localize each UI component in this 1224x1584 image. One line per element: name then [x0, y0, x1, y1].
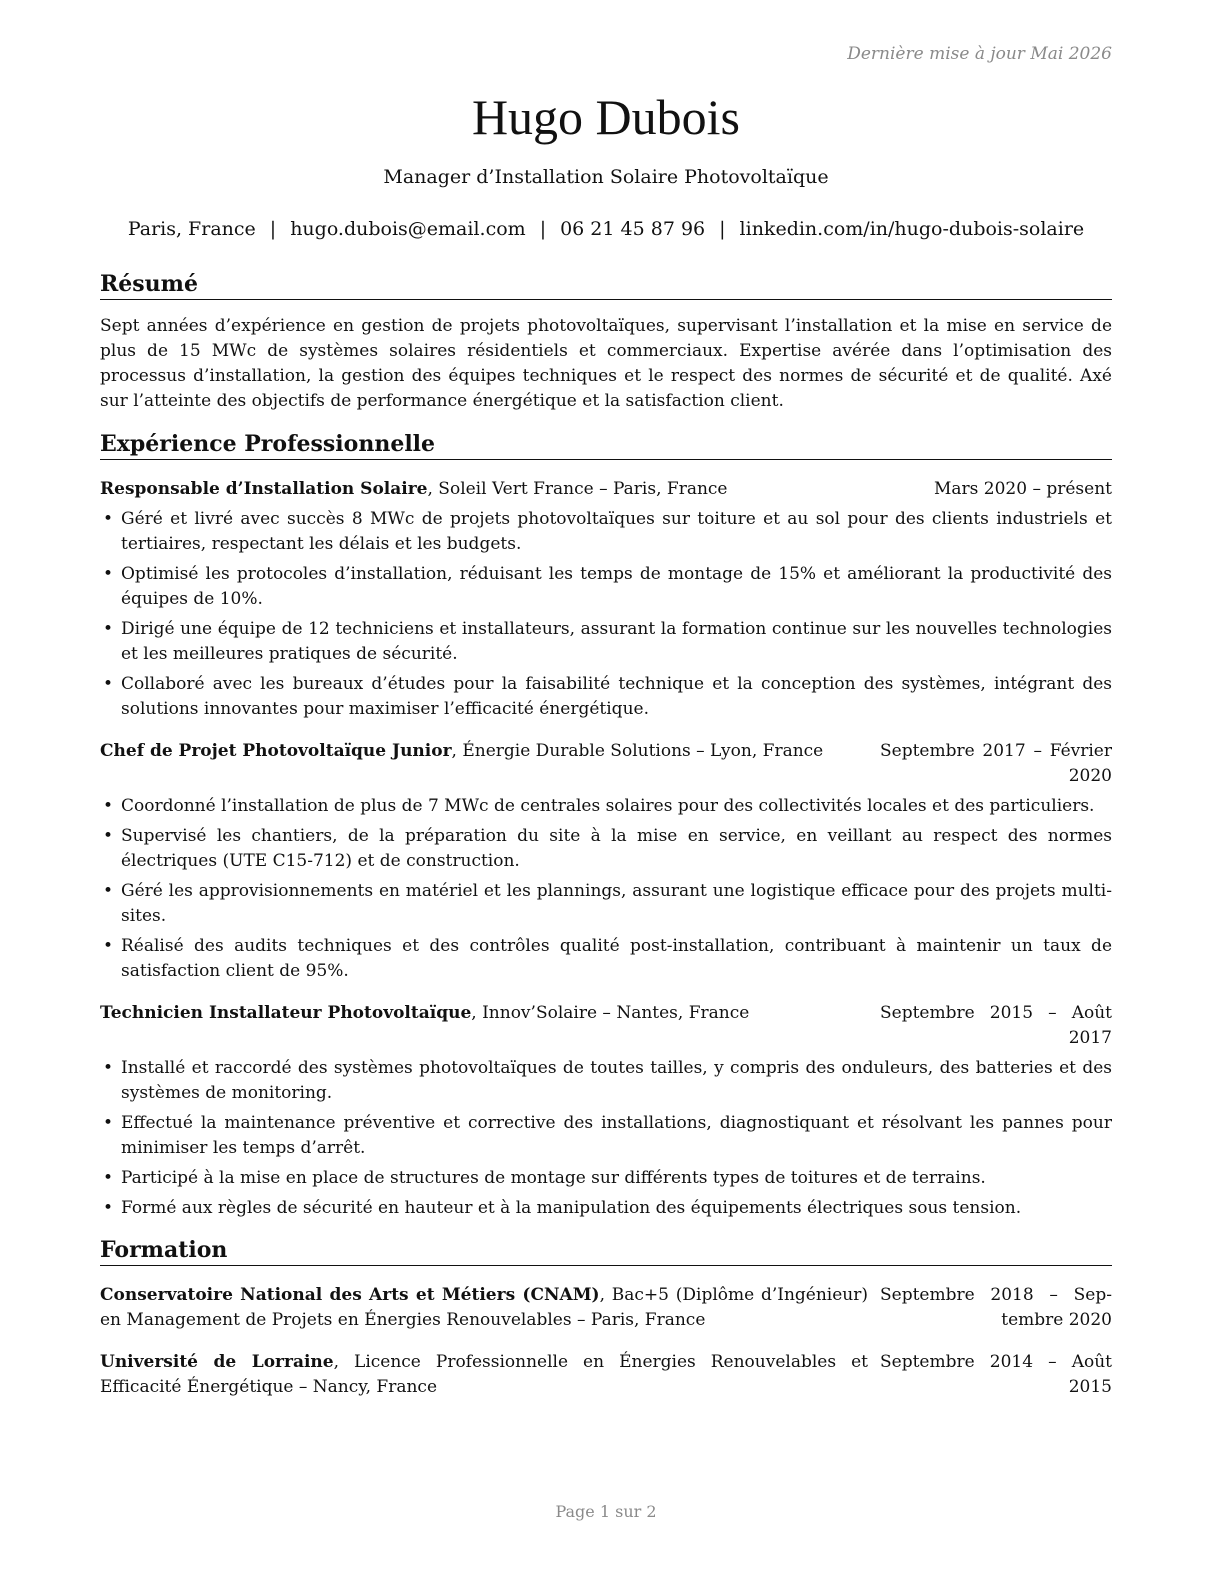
job-role: Responsable d’Installation Solaire	[100, 479, 428, 499]
job-header	[100, 739, 1112, 789]
job-title-line	[100, 477, 922, 502]
education-dates: Septembre 2018 – Septembre 2020	[880, 1285, 1112, 1330]
bullet-item: • Géré et livré avec succès 8 MWc de projets photovoltaïques sur toiture et au sol pour des clients industriels et tertiaires, respectant les délais et les budgets.	[100, 507, 1112, 557]
job-entry	[100, 477, 1112, 722]
contact-phone: 06 21 45 87 96	[560, 218, 706, 240]
bullet-item: • Supervisé les chantiers, de la préparation du site à la mise en service, en veillant au respect des normes électriques (UTE C15-712) et de construction.	[100, 824, 1112, 874]
bullet-item: • Géré les approvisionnements en matériel et les plannings, assurant une logistique efficace pour des projets multi-sites.	[100, 879, 1112, 929]
section-heading: Formation	[100, 1236, 1112, 1266]
education-title-line	[100, 1283, 868, 1333]
contact-separator: |	[719, 218, 726, 240]
job-company: , Énergie Durable Solutions – Lyon, France	[451, 741, 824, 761]
job-entry	[100, 1001, 1112, 1221]
education-school: Conservatoire National des Arts et Métiers (CNAM)	[100, 1285, 600, 1305]
job-dates: Septembre 2017 – Février 2020	[880, 741, 1112, 786]
job-title-line	[100, 739, 868, 764]
section-heading: Résumé	[100, 270, 1112, 300]
job-bullets	[100, 507, 1112, 722]
job-bullets	[100, 794, 1112, 984]
job-header	[100, 1001, 1112, 1051]
contact-linkedin[interactable]: linkedin.com/in/hugo-dubois-solaire	[739, 218, 1085, 240]
summary-section	[100, 270, 1112, 414]
education-school: Université de Lorraine	[100, 1352, 334, 1372]
resume-page	[100, 0, 1112, 1584]
contact-separator: |	[539, 218, 547, 240]
bullet-item: • Formé aux règles de sécurité en hauteur et à la manipulation des équipements électriques sous tension.	[100, 1196, 1112, 1221]
bullet-item: • Dirigé une équipe de 12 techniciens et installateurs, assurant la formation continue sur les nouvelles technologies et les meilleures pratiques de sécurité.	[100, 617, 1112, 667]
bullet-item: • Réalisé des audits techniques et des contrôles qualité post-installation, contribuant à maintenir un taux de satisfaction client de 95%.	[100, 934, 1112, 984]
job-dates: Mars 2020 – présent	[933, 479, 1112, 499]
job-role: Chef de Projet Photovoltaïque Junior	[100, 741, 452, 761]
bullet-item: • Participé à la mise en place de structures de montage sur différents types de toitures et de terrains.	[100, 1166, 1112, 1191]
page-number: Page 1 sur 2	[555, 1502, 657, 1521]
education-entry	[100, 1283, 1112, 1333]
section-heading: Expérience Professionnelle	[100, 430, 1112, 460]
job-title-line	[100, 1001, 868, 1026]
education-dates: Septembre 2014 – Août 2015	[880, 1352, 1112, 1397]
summary-text: Sept années d’expérience en gestion de projets photovoltaïques, supervisant l’installation et la mise en service de plus de 15 MWc de systèmes solaires résidentiels et commerciaux. Expertise avérée dans l’optimisation des processus d’installation, la gestion des équipes techniques et le respect des normes de sécurité et de qualité. Axé sur l’atteinte des objectifs de performance énergétique et la satisfaction client.	[100, 316, 1112, 411]
education-header	[100, 1350, 1112, 1400]
contact-separator: |	[269, 218, 277, 240]
contact-location: Paris, France	[127, 218, 256, 240]
job-dates: Septembre 2015 – Août 2017	[880, 1003, 1112, 1048]
job-company: , Innov’Solaire – Nantes, France	[471, 1003, 750, 1023]
education-section	[100, 1236, 1112, 1400]
education-entry	[100, 1350, 1112, 1400]
experience-section	[100, 430, 1112, 1226]
bullet-item: • Effectué la maintenance préventive et corrective des installations, diagnostiquant et résolvant les pannes pour minimiser les temps d’arrêt.	[100, 1111, 1112, 1161]
job-bullets	[100, 1056, 1112, 1221]
bullet-item: • Coordonné l’installation de plus de 7 MWc de centrales solaires pour des collectivités locales et des particuliers.	[100, 794, 1112, 819]
candidate-title: Manager d’Installation Solaire Photovoltaïque	[383, 166, 829, 188]
bullet-item: • Optimisé les protocoles d’installation, réduisant les temps de montage de 15% et améliorant la productivité des équipes de 10%.	[100, 562, 1112, 612]
bullet-item: • Collaboré avec les bureaux d’études pour la faisabilité technique et la conception des systèmes, intégrant des solutions innovantes pour maximiser l’efficacité énergétique.	[100, 672, 1112, 722]
bullet-item: • Installé et raccordé des systèmes photovoltaïques de toutes tailles, y compris des onduleurs, des batteries et des systèmes de monitoring.	[100, 1056, 1112, 1106]
education-details: , Licence Professionnelle en Énergies Renouvelables et Efficacité Énergétique – Nancy, France	[100, 1352, 868, 1397]
job-company: , Soleil Vert France – Paris, France	[427, 479, 728, 499]
last-updated: Dernière mise à jour Mai 2026	[847, 44, 1112, 64]
contact-email[interactable]: hugo.dubois@email.com	[290, 218, 526, 240]
candidate-name: Hugo Dubois	[471, 89, 741, 145]
education-header	[100, 1283, 1112, 1333]
job-entry	[100, 739, 1112, 984]
contact-line	[100, 218, 1112, 240]
job-header	[100, 477, 1112, 502]
job-role: Technicien Installateur Photovoltaïque	[100, 1003, 472, 1023]
education-details: , Bac+5 (Diplôme d’Ingénieur) en Management de Projets en Énergies Renouvelables – Paris, France	[100, 1285, 868, 1330]
education-title-line	[100, 1350, 868, 1400]
